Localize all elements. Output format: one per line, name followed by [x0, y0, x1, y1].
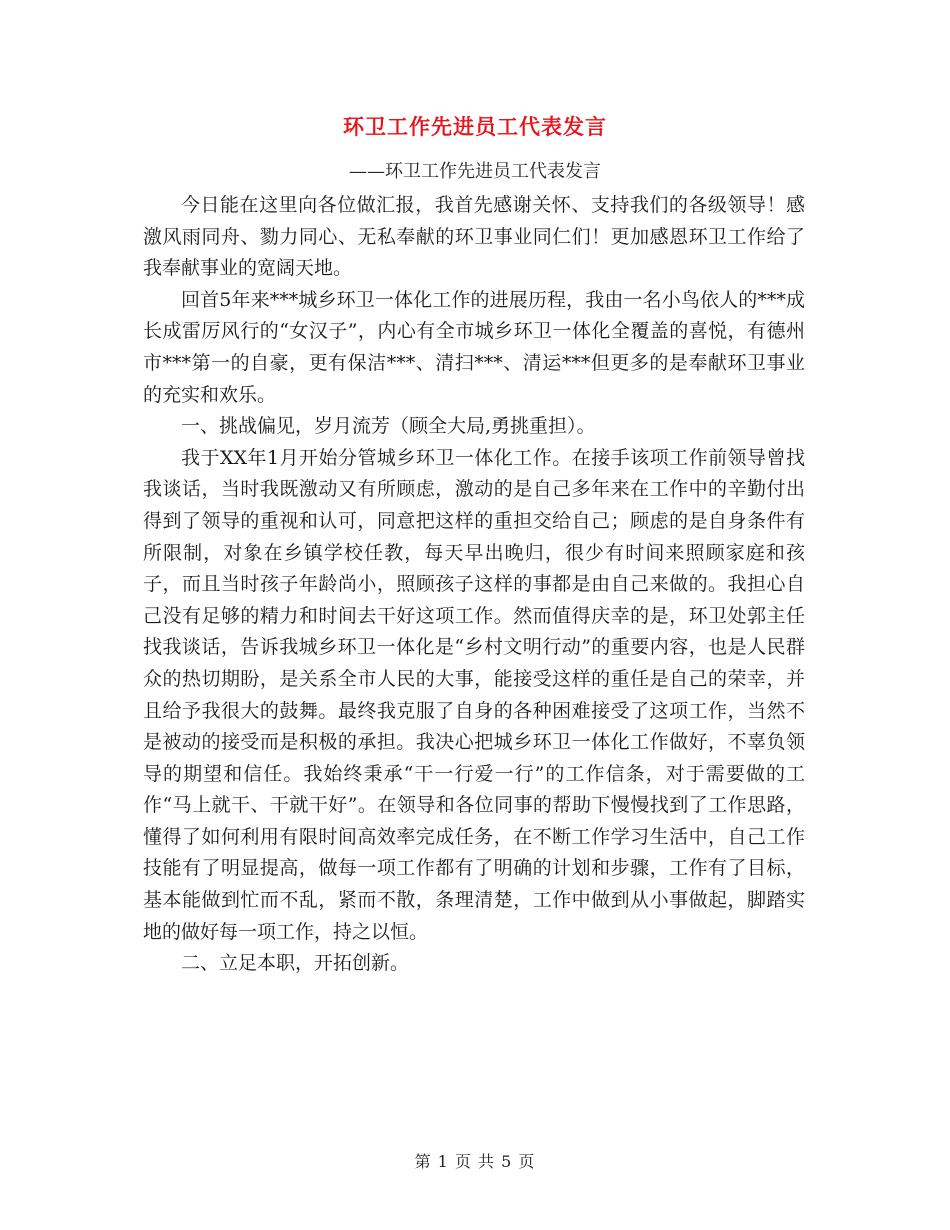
page-subtitle: ——环卫工作先进员工代表发言 — [349, 161, 601, 182]
paragraph-intro: 今日能在这里向各位做汇报，我首先感谢关怀、支持我们的各级领导！感激风雨同舟、勠力同心、无私奉献的环卫事业同仁们！更加感恩环卫工作给了我奉献事业的宽阔天地。 — [143, 194, 805, 280]
section-heading-2: 二、立足本职，开拓创新。 — [181, 952, 410, 975]
section-heading-1: 一、挑战偏见，岁月流芳（顾全大局,勇挑重担）。 — [181, 415, 596, 438]
document-body — [143, 190, 805, 980]
page-footer: 第 1 页 共 5 页 — [414, 1152, 536, 1171]
paragraph-review: 回首5年来***城乡环卫一体化工作的进展历程，我由一名小鸟依人的***成长成雷厉风行的“女汉子”，内心有全市城乡环卫一体化全覆盖的喜悦，有德州市***第一的自豪，更有保洁***、清扫***、清运***但更多的是奉献环卫事业的充实和欢乐。 — [143, 288, 805, 406]
paragraph-section-1: 我于XX年1月开始分管城乡环卫一体化工作。在接手该项工作前领导曾找我谈话，当时我既激动又有所顾虑，激动的是自己多年来在工作中的辛勤付出得到了领导的重视和认可，同意把这样的重担交给自己；顾虑的是自身条件有所限制，对象在乡镇学校任教，每天早出晚归，很少有时间来照顾家庭和孩子，而且当时孩子年龄尚小，照顾孩子这样的事都是由自己来做的。我担心自己没有足够的精力和时间去干好这项工作。然而值得庆幸的是，环卫处郭主任找我谈话，告诉我城乡环卫一体化是“乡村文明行动”的重要内容，也是人民群众的热切期盼，是关系全市人民的大事，能接受这样的重任是自己的荣幸，并且给予我很大的鼓舞。最终我克服了自身的各种困难接受了这项工作，当然不是被动的接受而是积极的承担。我决心把城乡环卫一体化工作做好，不辜负领导的期望和信任。我始终秉承“干一行爱一行”的工作信条，对于需要做的工作“马上就干、干就干好”。在领导和各位同事的帮助下慢慢找到了工作思路，懂得了如何利用有限时间高效率完成任务，在不断工作学习生活中，自己工作技能有了明显提高，做每一项工作都有了明确的计划和步骤，工作有了目标，基本能做到忙而不乱，紧而不散，条理清楚，工作中做到从小事做起，脚踏实地的做好每一项工作，持之以恒。 — [143, 446, 805, 943]
page-title: 环卫工作先进员工代表发言 — [343, 114, 607, 139]
